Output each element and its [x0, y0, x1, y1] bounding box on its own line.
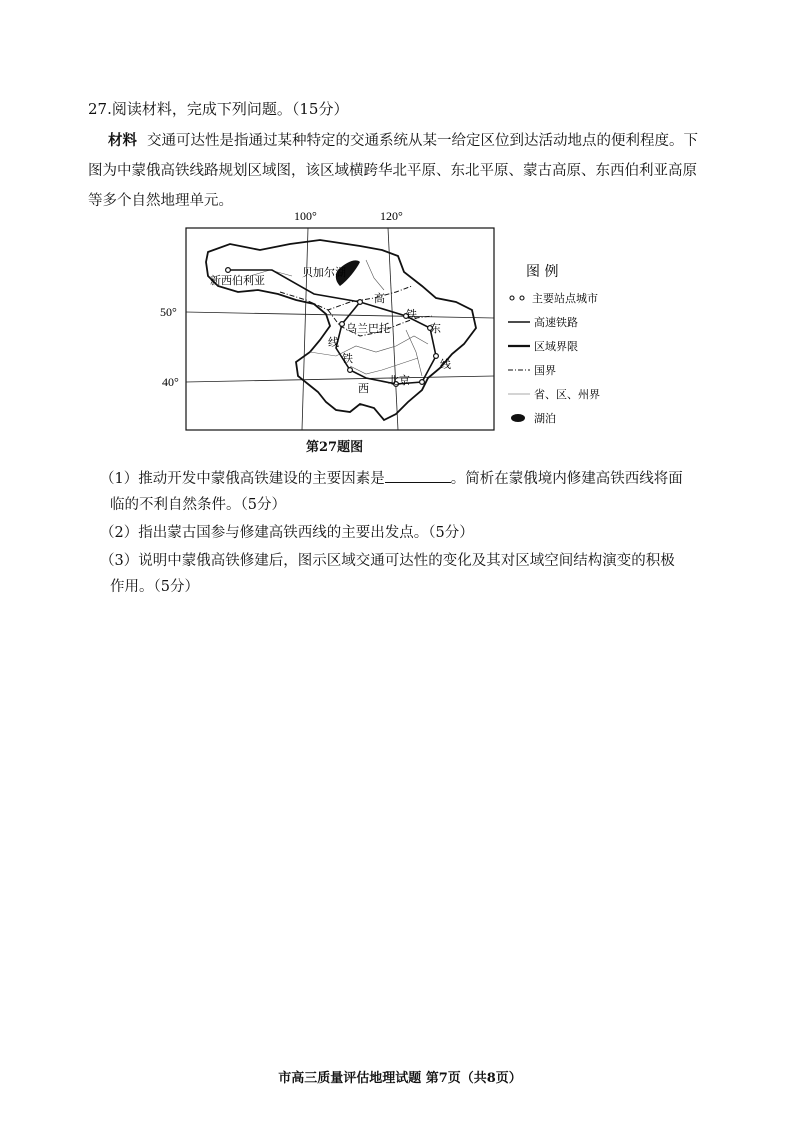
- city-novosibirsk: [226, 268, 231, 273]
- legend-label-region: 区域界限: [534, 340, 578, 353]
- legend-label-province: 省、区、州界: [534, 388, 600, 401]
- city-dots-icon: [510, 296, 514, 300]
- legend-label-national: 国界: [534, 364, 556, 377]
- answer-blank[interactable]: [385, 468, 451, 483]
- figure-caption: 第27题图: [306, 440, 364, 455]
- subq1-text-cont: 临的不利自然条件。（5分）: [110, 497, 286, 513]
- legend-item-lake: [511, 411, 556, 425]
- label-tie: 铁: [406, 308, 417, 321]
- label-xi: 西: [358, 382, 369, 395]
- label-baikal: 贝加尔湖: [302, 266, 346, 279]
- legend-item-province: [508, 387, 600, 401]
- city-hohhot: [348, 368, 353, 373]
- railway-map-figure: [160, 206, 600, 454]
- legend-label-lake: 湖泊: [534, 412, 556, 425]
- subq3-text: 说明中蒙俄高铁修建后，图示区域交通可达性的变化及其对区域空间结构演变的积极: [138, 553, 675, 569]
- map-svg: [160, 206, 600, 454]
- label-west-xian: 线: [328, 336, 339, 349]
- subq3-text-cont: 作用。（5分）: [110, 579, 199, 595]
- material-label: 材料: [108, 132, 137, 149]
- subq3-label: （3）: [100, 553, 139, 569]
- lake-icon: [511, 414, 525, 422]
- subq1-label: （1）: [100, 471, 139, 487]
- lon-label-120: 120°: [380, 209, 403, 223]
- city-ulaanbaatar: [340, 322, 345, 327]
- legend-item-railway: [508, 315, 578, 329]
- legend-item-city: [510, 291, 598, 305]
- legend-title: 图 例: [526, 264, 559, 280]
- legend-item-region: [508, 339, 578, 353]
- city-irkutsk: [358, 300, 363, 305]
- legend-label-city: 主要站点城市: [532, 292, 598, 305]
- subq2-label: （2）: [100, 525, 139, 541]
- label-gao: 高: [374, 292, 385, 305]
- lon-label-100: 100°: [294, 209, 317, 223]
- material-text: 交通可达性是指通过某种特定的交通系统从某一给定区位到达活动地点的便利程度。下图为中蒙俄高铁线路规划区域图，该区域横跨华北平原、东北平原、蒙古高原、东西伯利亚高原等多个自然地理单元。: [88, 133, 698, 209]
- label-dong: 东: [430, 322, 441, 335]
- subq1-text-before: 推动开发中蒙俄高铁建设的主要因素是: [138, 471, 385, 487]
- label-west-tie: 铁: [342, 352, 353, 365]
- material-paragraph: [88, 126, 698, 216]
- label-novosibirsk: 新西伯利亚: [210, 274, 265, 287]
- label-beijing: 北京: [388, 374, 410, 387]
- subq1-text-after: 。简析在蒙俄境内修建高铁西线将面: [450, 471, 683, 487]
- label-xian: 线: [440, 358, 451, 371]
- legend-item-national: [508, 364, 556, 377]
- subquestion-3: [100, 548, 710, 600]
- city-changchun: [434, 354, 439, 359]
- lat-label-50: 50°: [160, 305, 177, 319]
- label-ulaanbaatar: 乌兰巴托: [346, 322, 390, 335]
- legend-label-railway: 高速铁路: [534, 316, 578, 329]
- page-footer: 市高三质量评估地理试题 第7页（共8页）: [278, 1071, 522, 1086]
- city-dots-icon-2: [520, 296, 524, 300]
- subquestion-2: [100, 520, 710, 546]
- city-shenyang: [420, 380, 425, 385]
- subquestion-1: [100, 466, 710, 518]
- subq2-text: 指出蒙古国参与修建高铁西线的主要出发点。（5分）: [138, 525, 474, 541]
- lat-label-40: 40°: [162, 375, 179, 389]
- question-title: 27.阅读材料，完成下列问题。（15分）: [88, 100, 349, 118]
